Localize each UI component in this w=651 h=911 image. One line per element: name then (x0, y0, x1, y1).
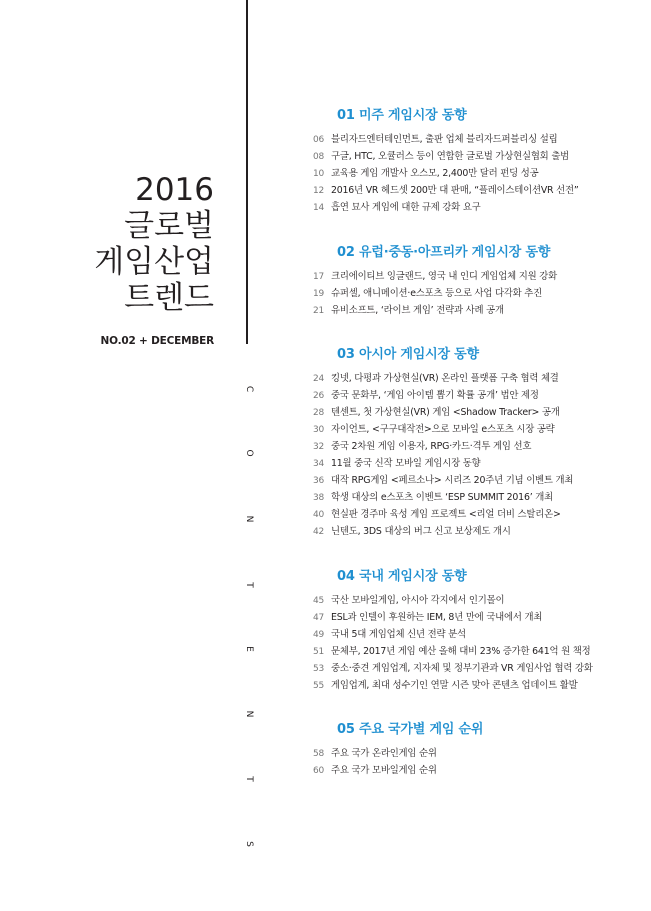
contents-letter: T (244, 582, 254, 588)
entry-title: 중국 문화부, ‘게임 아이템 뽑기 확률 공개’ 법안 제정 (331, 390, 539, 401)
title-line-3: 트렌드 (124, 280, 214, 316)
toc-entry[interactable] (313, 506, 561, 523)
entry-title: 국내 5대 게임업체 신년 전략 분석 (331, 629, 466, 640)
page-number: 55 (313, 681, 325, 691)
section-title-05[interactable]: 05 주요 국가별 게임 순위 (337, 722, 484, 737)
page-number: 32 (313, 442, 325, 452)
toc-entry[interactable] (313, 762, 437, 779)
toc-entry[interactable] (313, 302, 504, 319)
toc-entry[interactable] (313, 387, 539, 404)
contents-letter: E (244, 646, 254, 652)
page-number: 12 (313, 186, 325, 196)
toc-entry[interactable] (313, 131, 557, 148)
entry-title: 텐센트, 첫 가상현실(VR) 게임 <Shadow Tracker> 공개 (331, 407, 560, 418)
contents-letter: T (244, 776, 254, 782)
page-number: 42 (313, 527, 325, 537)
page-number: 51 (313, 647, 325, 657)
page-number: 34 (313, 459, 325, 469)
entry-title: 게임업계, 최대 성수기인 연말 시즌 맞아 콘텐츠 업데이트 활발 (331, 680, 578, 691)
toc-entry[interactable] (313, 643, 590, 660)
entry-title: 주요 국가 온라인게임 순위 (331, 748, 437, 759)
entry-title: 대작 RPG게임 <페르소나> 시리즈 20주년 기념 이벤트 개최 (331, 475, 574, 486)
toc-entry[interactable] (313, 626, 466, 643)
toc-entry[interactable] (313, 660, 593, 677)
entry-title: 2016년 VR 헤드셋 200만 대 판매, “플레이스테이션VR 선전” (331, 185, 579, 196)
toc-entry[interactable] (313, 148, 569, 165)
title-line-1: 글로벌 (124, 208, 214, 244)
entry-title: ESL과 인텔이 후원하는 IEM, 8년 만에 국내에서 개최 (331, 612, 543, 623)
contents-letter: S (244, 841, 254, 847)
entry-title: 중국 2차원 게임 이용자, RPG·카드·격투 게임 선호 (331, 441, 532, 452)
page-number: 58 (313, 749, 325, 759)
toc-entry[interactable] (313, 199, 481, 216)
page-number: 26 (313, 391, 325, 401)
entry-title: 11월 중국 신작 모바일 게임시장 동향 (331, 458, 481, 469)
page-number: 19 (313, 289, 325, 299)
page-number: 47 (313, 613, 325, 623)
contents-letter: N (244, 515, 254, 523)
entry-title: 닌텐도, 3DS 대상의 버그 신고 보상제도 개시 (331, 526, 511, 537)
page-number: 21 (313, 306, 325, 316)
divider-line (246, 0, 248, 344)
report-title (94, 172, 214, 316)
page-number: 28 (313, 408, 325, 418)
title-year: 2016 (135, 172, 214, 208)
contents-letter: O (244, 449, 254, 457)
title-line-2: 게임산업 (94, 244, 214, 280)
page-number: 49 (313, 630, 325, 640)
entry-title: 유비소프트, ‘라이브 게임’ 전략과 사례 공개 (331, 305, 504, 316)
entry-title: 중소·중견 게임업계, 지자체 및 정부기관과 VR 게임사업 협력 강화 (331, 663, 593, 674)
toc-entry[interactable] (313, 438, 531, 455)
entry-title: 슈퍼셀, 애니메이션·e스포츠 등으로 사업 다각화 추진 (331, 288, 543, 299)
page-number: 24 (313, 374, 325, 384)
entry-title: 자이언트, <구구대작전>으로 모바일 e스포츠 시장 공략 (331, 424, 555, 435)
toc-entry[interactable] (313, 609, 542, 626)
toc-entry[interactable] (313, 455, 480, 472)
entry-title: 현실판 경주마 육성 게임 프로젝트 <리얼 더비 스탈리온> (331, 509, 561, 520)
contents-letter: N (244, 710, 254, 718)
entry-title: 문체부, 2017년 게임 예산 올해 대비 23% 증가한 641억 원 책정 (331, 646, 591, 657)
page-number: 06 (313, 135, 325, 145)
entry-title: 교육용 게임 개발사 오스모, 2,400만 달러 펀딩 성공 (331, 168, 539, 179)
toc-entry[interactable] (313, 404, 560, 421)
entry-title: 구글, HTC, 오큘러스 등이 연합한 글로벌 가상현실협회 출범 (331, 151, 570, 162)
section-title-01[interactable]: 01 미주 게임시장 동향 (337, 108, 467, 123)
entry-title: 학생 대상의 e스포츠 이벤트 ‘ESP SUMMIT 2016’ 개최 (331, 492, 553, 503)
entry-title: 주요 국가 모바일게임 순위 (331, 765, 437, 776)
entry-title: 국산 모바일게임, 아시아 각지에서 인기몰이 (331, 595, 505, 606)
page-number: 60 (313, 766, 325, 776)
toc-entry[interactable] (313, 370, 559, 387)
page-number: 40 (313, 510, 325, 520)
toc-entry[interactable] (313, 472, 573, 489)
toc-entry[interactable] (313, 745, 437, 762)
toc-entry[interactable] (313, 677, 577, 694)
page-number: 10 (313, 169, 325, 179)
page-number: 53 (313, 664, 325, 674)
page-number: 45 (313, 596, 325, 606)
toc-entry[interactable] (313, 592, 504, 609)
entry-title: 블리자드엔터테인먼트, 출판 업체 블리자드퍼블리싱 설립 (331, 134, 558, 145)
section-title-02[interactable]: 02 유럽·중동·아프리카 게임시장 동향 (337, 245, 551, 260)
section-title-04[interactable]: 04 국내 게임시장 동향 (337, 569, 467, 584)
page-number: 14 (313, 203, 325, 213)
section-title-03[interactable]: 03 아시아 게임시장 동향 (337, 347, 479, 362)
toc-entry[interactable] (313, 523, 511, 540)
page-number: 30 (313, 425, 325, 435)
contents-letter: C (244, 385, 254, 393)
toc-entry[interactable] (313, 421, 555, 438)
page-number: 08 (313, 152, 325, 162)
toc-entry[interactable] (313, 268, 557, 285)
issue-label: NO.02 + DECEMBER (100, 335, 214, 347)
entry-title: 크리에이티브 잉글랜드, 영국 내 인디 게임업체 지원 강화 (331, 271, 557, 282)
toc-entry[interactable] (313, 182, 579, 199)
toc-entry[interactable] (313, 285, 542, 302)
entry-title: 흡연 묘사 게임에 대한 규제 강화 요구 (331, 202, 481, 213)
page-number: 38 (313, 493, 325, 503)
page-number: 17 (313, 272, 325, 282)
entry-title: 킹넷, 다평과 가상현실(VR) 온라인 플랫폼 구축 협력 체결 (331, 373, 559, 384)
toc-entry[interactable] (313, 489, 553, 506)
page-number: 36 (313, 476, 325, 486)
toc-entry[interactable] (313, 165, 539, 182)
